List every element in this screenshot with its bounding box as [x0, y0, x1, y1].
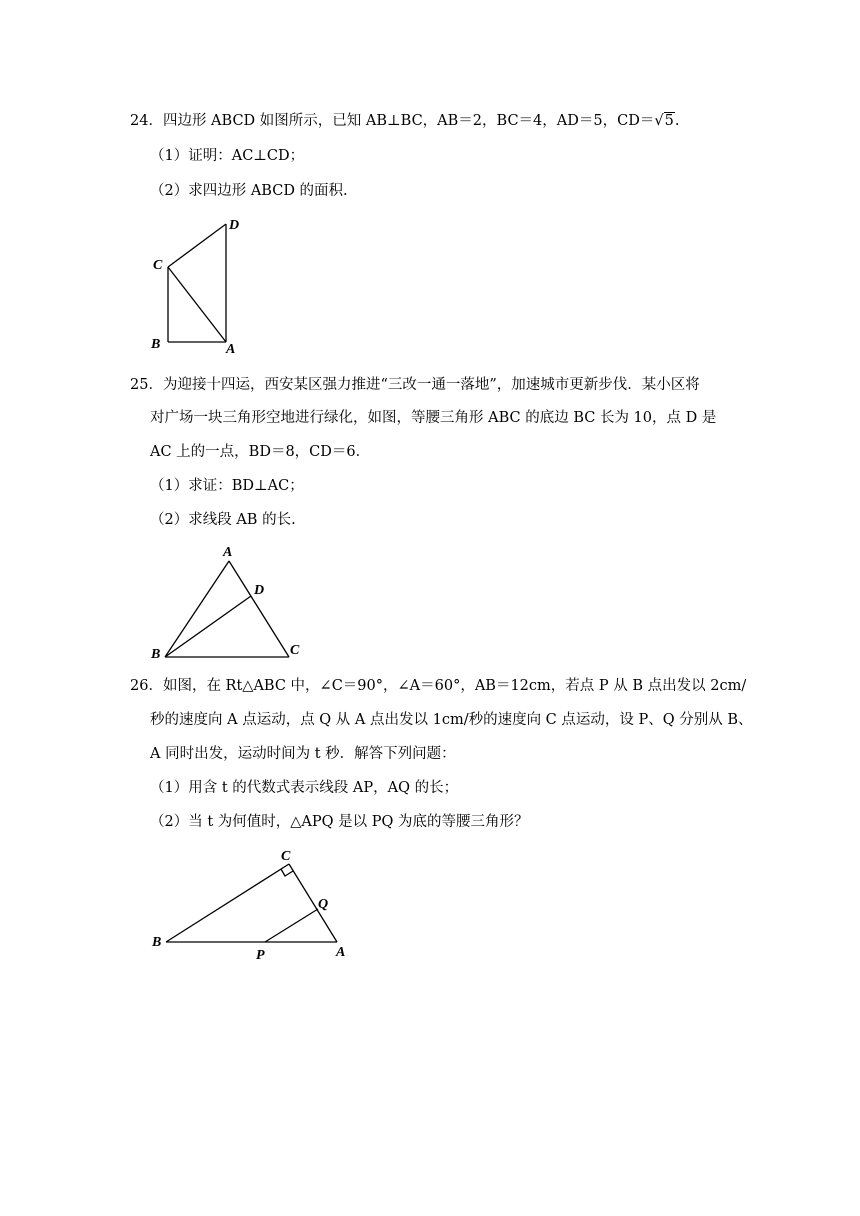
- fig25-label-c: C: [290, 643, 300, 658]
- problem-25-q2: （2）求线段 AB 的长.: [150, 512, 296, 528]
- fig25-label-a: A: [223, 545, 233, 560]
- fig25-label-d: D: [254, 583, 265, 598]
- problem-25-line2: 对广场一块三角形空地进行绿化，如图，等腰三角形 ABC 的底边 BC 长为 10，点 D 是: [150, 410, 717, 426]
- problem-26-line2: 秒的速度向 A 点运动，点 Q 从 A 点出发以 1cm/秒的速度向 C 点运动，设 P、Q 分别从 B、: [150, 712, 753, 728]
- problem-25-q1: （1）求证：BD⊥AC；: [150, 478, 304, 494]
- problem-25-line1: 25．为迎接十四运，西安某区强力推进“三改一通一落地”，加速城市更新步伐．某小区将: [130, 377, 700, 393]
- fig26-edge-pq: [265, 909, 318, 942]
- fig24-label-d: D: [229, 218, 240, 233]
- fig24-label-b: B: [151, 337, 161, 352]
- fig26-label-b: B: [152, 935, 162, 950]
- fig26-label-a: A: [336, 945, 346, 960]
- fig26-right-angle-mark: [281, 869, 293, 876]
- problem-26-q2: （2）当 t 为何值时，△APQ 是以 PQ 为底的等腰三角形？: [150, 814, 529, 830]
- fig25-label-b: B: [151, 647, 161, 662]
- fig26-label-q: Q: [318, 897, 329, 912]
- fig26-label-c: C: [281, 849, 291, 864]
- problem-24-stem-end: .: [674, 113, 680, 129]
- sqrt-symbol: √5: [654, 113, 674, 129]
- sqrt-radicand: 5: [664, 113, 674, 129]
- problem-26-line3: A 同时出发，运动时间为 t 秒．解答下列问题：: [150, 746, 456, 762]
- problem-26-q1: （1）用含 t 的代数式表示线段 AP，AQ 的长；: [150, 780, 459, 796]
- problem-24-q1: （1）证明：AC⊥CD；: [150, 148, 305, 164]
- fig26-label-p: P: [256, 948, 265, 963]
- fig24-label-a: A: [226, 342, 236, 357]
- problem-24-stem-text: 24．四边形 ABCD 如图所示，已知 AB⊥BC，AB＝2，BC＝4，AD＝5，CD＝: [130, 113, 655, 129]
- problem-25-line3: AC 上的一点，BD＝8，CD＝6．: [150, 444, 371, 460]
- fig26-edge-bc: [166, 864, 289, 942]
- problem-24-q2: （2）求四边形 ABCD 的面积.: [150, 183, 348, 199]
- fig24-label-c: C: [153, 258, 163, 273]
- fig26-edge-ca: [289, 864, 337, 942]
- problem-26-line1: 26．如图，在 Rt△ABC 中，∠C＝90°，∠A＝60°，AB＝12cm，若点 P 从 B 点出发以 2cm/: [130, 678, 747, 694]
